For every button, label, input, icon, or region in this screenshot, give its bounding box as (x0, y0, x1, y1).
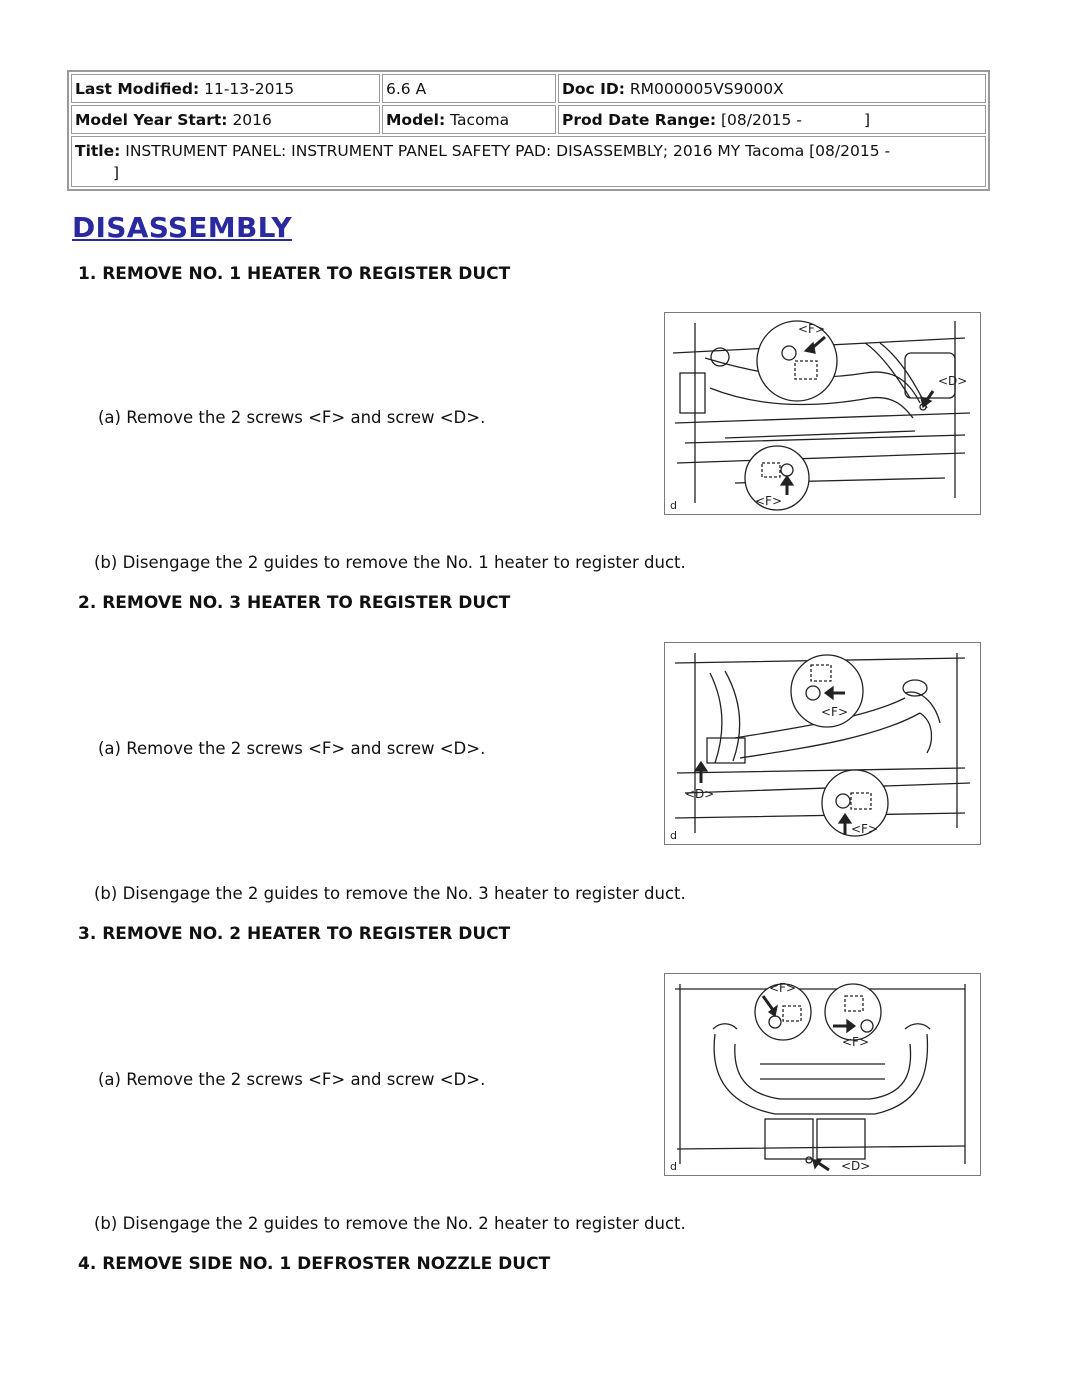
title-value: INSTRUMENT PANEL: INSTRUMENT PANEL SAFETY PAD: DISASSEMBLY; 2016 MY Tacoma [08/2015 - (125, 142, 891, 160)
version-cell (382, 74, 556, 103)
step-2-figure (664, 642, 981, 845)
step-2-instruction-b: (b) Disengage the 2 guides to remove the No. 3 heater to register duct. (94, 884, 686, 903)
figure-2-corner-mark: d (670, 829, 677, 842)
model-value: Tacoma (450, 111, 510, 129)
figure-3-label-f-right: <F> (842, 1035, 870, 1049)
model-year-cell (71, 105, 380, 134)
duct-3-illustration (665, 643, 980, 844)
doc-id-label: Doc ID: (562, 80, 625, 98)
step-3-instruction-a: (a) Remove the 2 screws <F> and screw <D>. (98, 1070, 486, 1089)
title-cell (71, 136, 986, 187)
model-label: Model: (386, 111, 446, 129)
step-3-figure (664, 973, 981, 1176)
duct-2-illustration (665, 974, 980, 1175)
title-continuation: ] (113, 164, 120, 182)
model-cell (382, 105, 556, 134)
step-2-instruction-a: (a) Remove the 2 screws <F> and screw <D>. (98, 739, 486, 758)
figure-1-label-f-bottom: <F> (755, 494, 783, 508)
figure-1-label-d: <D> (938, 374, 968, 388)
step-3-instruction-b: (b) Disengage the 2 guides to remove the No. 2 heater to register duct. (94, 1214, 686, 1233)
doc-id-cell (558, 74, 986, 103)
figure-1-label-f-top: <F> (798, 322, 826, 336)
page-heading: DISASSEMBLY (72, 211, 292, 244)
step-4-title: 4. REMOVE SIDE NO. 1 DEFROSTER NOZZLE DUCT (78, 1254, 551, 1274)
version-value: 6.6 A (386, 80, 427, 98)
prod-range-label: Prod Date Range: (562, 111, 717, 129)
last-modified-value: 11-13-2015 (204, 80, 295, 98)
document-info-table (67, 70, 990, 191)
prod-range-start: [08/2015 - (720, 111, 802, 129)
prod-range-end: ] (863, 111, 870, 129)
step-1-instruction-a: (a) Remove the 2 screws <F> and screw <D>. (98, 408, 486, 427)
model-year-value: 2016 (232, 111, 272, 129)
figure-2-label-f-top: <F> (821, 705, 849, 719)
figure-3-label-f-left: <F> (769, 981, 797, 995)
figure-2-label-f-bottom: <F> (851, 822, 879, 836)
step-3-title: 3. REMOVE NO. 2 HEATER TO REGISTER DUCT (78, 924, 511, 944)
duct-1-illustration (665, 313, 980, 514)
step-1-instruction-b: (b) Disengage the 2 guides to remove the No. 1 heater to register duct. (94, 553, 686, 572)
prod-range-cell (558, 105, 986, 134)
figure-3-corner-mark: d (670, 1160, 677, 1173)
step-2-title: 2. REMOVE NO. 3 HEATER TO REGISTER DUCT (78, 593, 511, 613)
step-1-title: 1. REMOVE NO. 1 HEATER TO REGISTER DUCT (78, 264, 511, 284)
model-year-label: Model Year Start: (75, 111, 228, 129)
figure-2-label-d: <D> (685, 787, 715, 801)
doc-id-value: RM000005VS9000X (629, 80, 784, 98)
last-modified-cell (71, 74, 380, 103)
figure-3-label-d: <D> (841, 1159, 871, 1173)
step-1-figure (664, 312, 981, 515)
last-modified-label: Last Modified: (75, 80, 200, 98)
title-label: Title: (75, 142, 121, 160)
figure-1-corner-mark: d (670, 499, 677, 512)
